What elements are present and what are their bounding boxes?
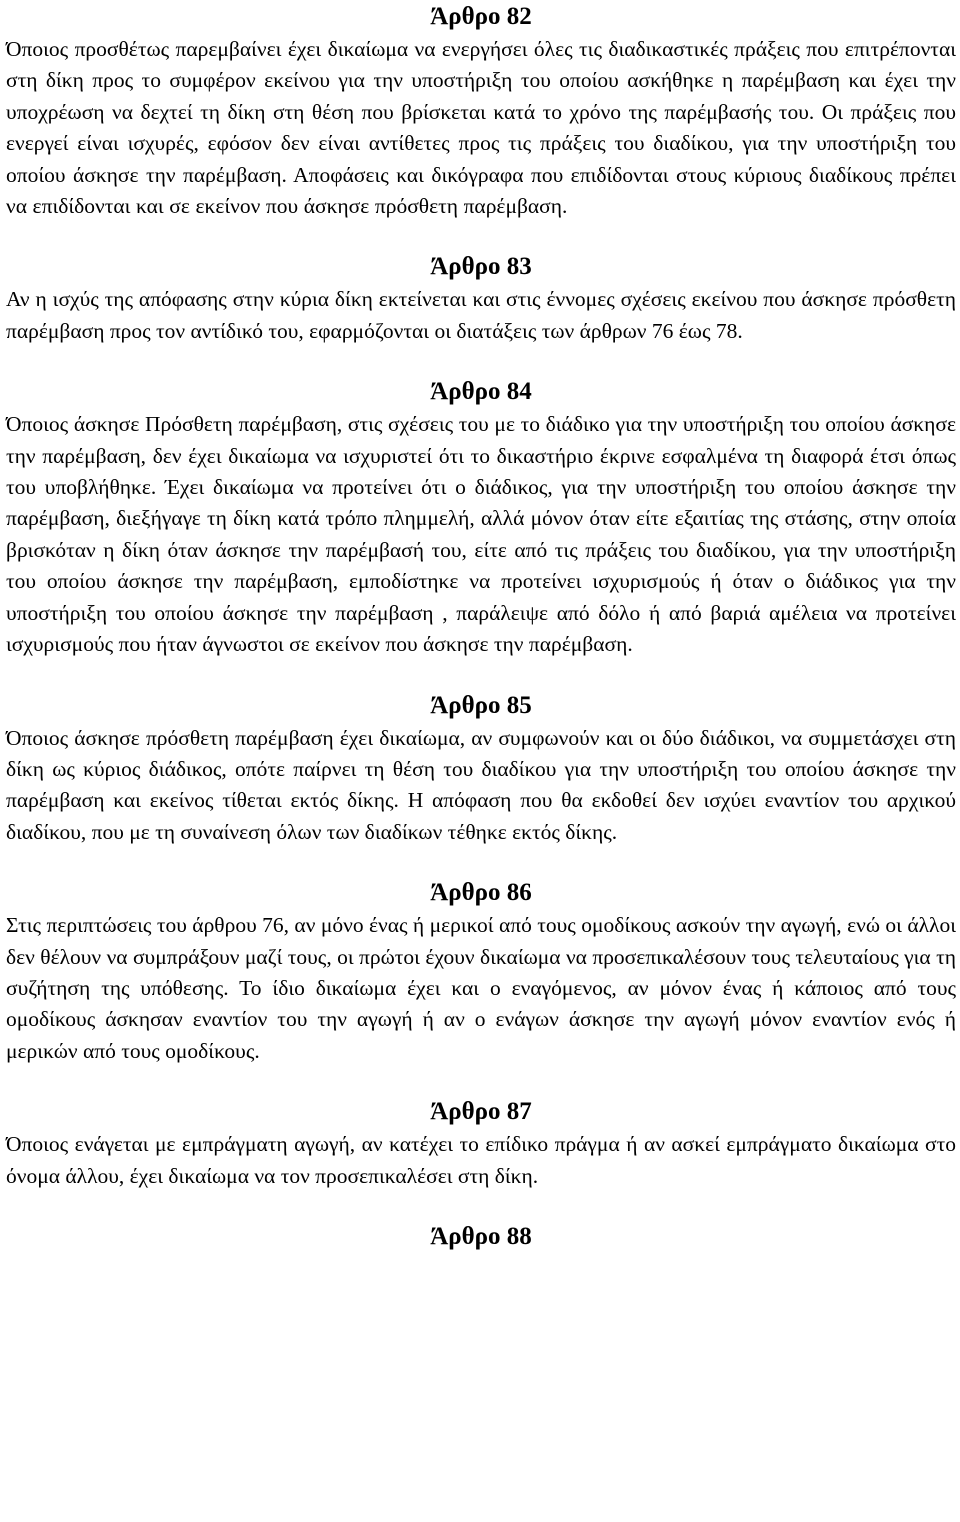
spacer [6, 222, 956, 250]
article-heading: Άρθρο 86 [430, 879, 532, 907]
article-heading: Άρθρο 85 [430, 691, 532, 719]
article-text: Όποιος προσθέτως παρεμβαίνει έχει δικαίωμα να ενεργήσει όλες τις διαδικαστικές πράξεις που επιτρέπονται στη δίκη προς το συμφέρον εκείνου για την υποστήριξη του οποίου ασκήθηκε η παρέμβαση και έχει την υποχρέωση να δεχτεί τη δίκη στη θέση που βρίσκεται κατά το χρόνο της παρέμβασής του. Οι πράξεις που ενεργεί είναι ισχυρές, εφόσον δεν είναι αντίθετες προς τις πράξεις του διαδίκου, για την υποστήριξη του οποίου άσκησε την παρέμβαση. Αποφάσεις και δικόγραφα που επιδίδονται στους κύριους διαδίκους πρέπει να επιδίδονται και σε εκείνον που άσκησε πρόσθετη παρέμβαση. [6, 37, 956, 219]
article-84 [6, 375, 956, 660]
article-82 [6, 0, 956, 222]
article-text: Στις περιπτώσεις του άρθρου 76, αν μόνο ένας ή μερικοί από τους ομοδίκους ασκούν την αγωγή, ενώ οι άλλοι δεν θέλουν να συμπράξουν μαζί τους, οι πρώτοι έχουν δικαίωμα να προσεπικαλέσουν τους τελευταίους για τη συζήτηση της υπόθεσης. Το ίδιο δικαίωμα έχει και ο εναγόμενος, αν μόνον ένας ή κάποιος από τους ομοδίκους άσκησαν εναντίον του την αγωγή ή αν ο ενάγων άσκησε την αγωγή μόνον εναντίον ενός ή μερικών από τους ομοδίκους. [6, 913, 956, 1063]
article-text: Αν η ισχύς της απόφασης στην κύρια δίκη εκτείνεται και στις έννομες σχέσεις εκείνου που άσκησε πρόσθετη παρέμβαση προς τον αντίδικό του, εφαρμόζονται οι διατάξεις των άρθρων 76 έως 78. [6, 287, 956, 343]
article-text: Όποιος άσκησε πρόσθετη παρέμβαση έχει δικαίωμα, αν συμφωνούν και οι δύο διάδικοι, να συμμετάσχει στη δίκη ως κύριος διάδικος, οπότε παίρνει τη θέση του διαδίκου για την υποστήριξη του οποίου άσκησε την παρέμβαση και εκείνος τίθεται εκτός δίκης. Η απόφαση που θα εκδοθεί δεν ισχύει εναντίον του αρχικού διαδίκου, που με τη συναίνεση όλων των διαδίκων τέθηκε εκτός δίκης. [6, 725, 956, 844]
article-83 [6, 250, 956, 347]
article-heading: Άρθρο 82 [430, 3, 532, 30]
article-text: Όποιος άσκησε Πρόσθετη παρέμβαση, στις σχέσεις του με το διάδικο για την υποστήριξη του οποίου άσκησε την παρέμβαση, δεν έχει δικαίωμα να ισχυριστεί ότι το δικαστήριο έκρινε εσφαλμένα τη διαφορά έτσι όπως του υποβλήθηκε. Έχει δικαίωμα να προτείνει ότι ο διάδικος, για την υποστήριξη του οποίου άσκησε την παρέμβαση, διεξήγαγε τη δίκη κατά τρόπο πλημμελή, αλλά μόνον όταν είτε εξαιτίας της στάσης, στην οποία βρισκόταν η δίκη όταν άσκησε την παρέμβασή του, είτε από τις πράξεις του διαδίκου, για την υποστήριξη του οποίου άσκησε την παρέμβαση, εμποδίστηκε να προτείνει ισχυρισμούς ή όταν ο διάδικος για την υποστήριξη του οποίου άσκησε την παρέμβαση , παράλειψε από δόλο ή από βαριά αμέλεια να προτείνει ισχυρισμούς που ήταν άγνωστοι σε εκείνον που άσκησε την παρέμβαση. [6, 412, 956, 657]
article-86 [6, 876, 956, 1067]
article-heading: Άρθρο 87 [430, 1098, 532, 1126]
document-page [6, 0, 956, 1254]
spacer [6, 1192, 956, 1220]
spacer [6, 347, 956, 375]
article-88 [6, 1220, 956, 1254]
article-heading: Άρθρο 88 [430, 1222, 532, 1250]
spacer [6, 848, 956, 876]
spacer [6, 661, 956, 689]
article-heading: Άρθρο 83 [430, 253, 532, 281]
spacer [6, 1067, 956, 1095]
article-text: Όποιος ενάγεται με εμπράγματη αγωγή, αν κατέχει το επίδικο πράγμα ή αν ασκεί εμπράγματο δικαίωμα στο όνομα άλλου, έχει δικαίωμα να τον προσεπικαλέσει στη δίκη. [6, 1132, 956, 1188]
article-85 [6, 689, 956, 849]
article-87 [6, 1095, 956, 1192]
article-heading: Άρθρο 84 [430, 378, 532, 406]
